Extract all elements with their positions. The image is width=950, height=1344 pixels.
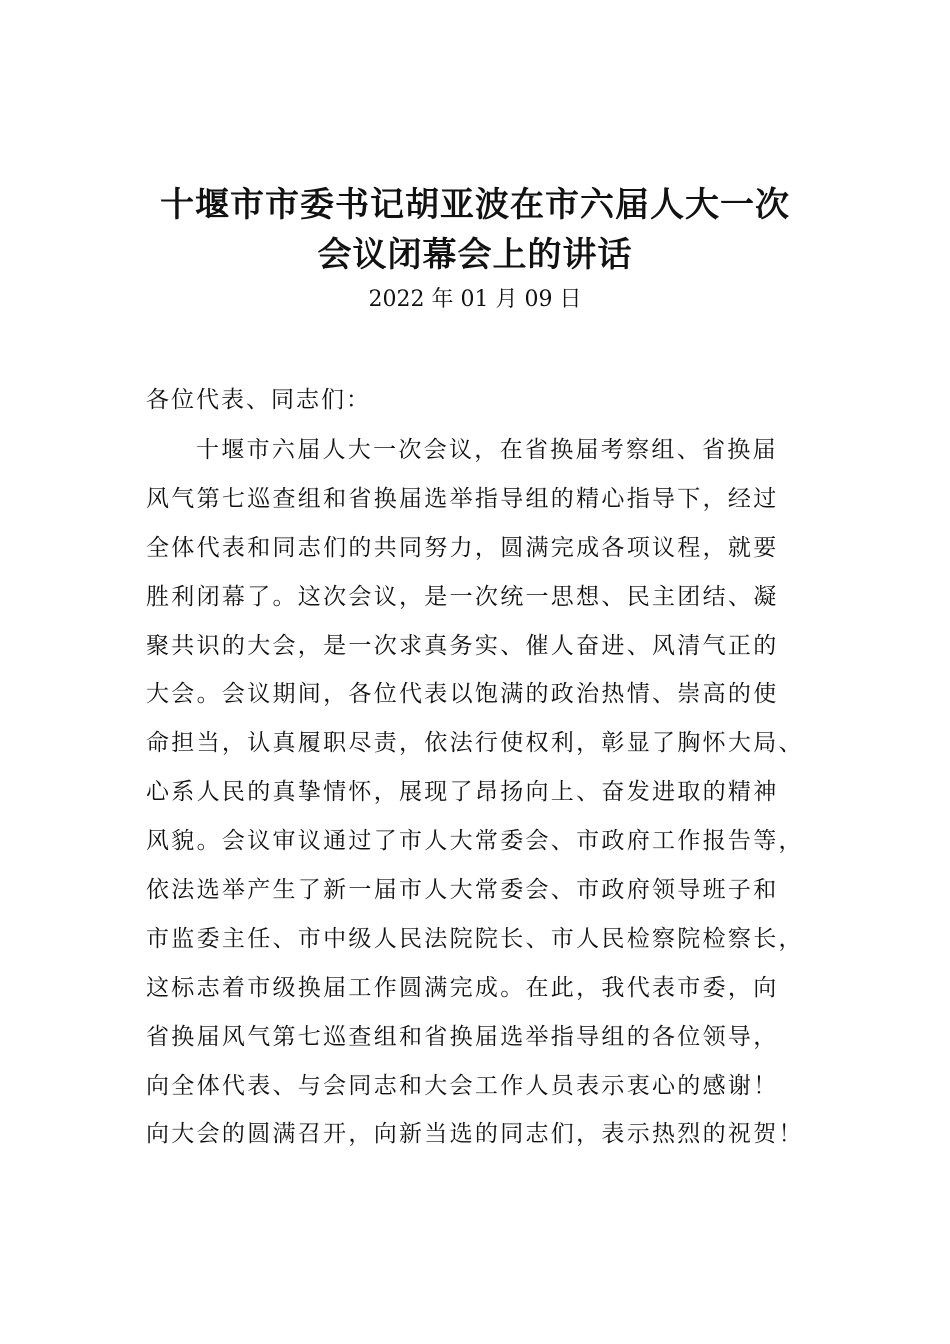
body-paragraph (146, 432, 806, 1165)
title-line-1: 十堰市市委书记胡亚波在市六届人大一次 (160, 185, 790, 225)
document-title (110, 180, 840, 280)
document-date: 2022 年 01 月 09 日 (368, 287, 582, 312)
body-line: 全体代表和同志们的共同努力，圆满完成各项议程，就要 (146, 534, 779, 561)
body-line: 风貌。会议审议通过了市人大常委会、市政府工作报告等， (146, 828, 804, 855)
body-line: 向全体代表、与会同志和大会工作人员表示衷心的感谢！ (146, 1072, 779, 1099)
body-line: 依法选举产生了新一届市人大常委会、市政府领导班子和 (146, 877, 779, 904)
body-line: 命担当，认真履职尽责，依法行使权利，彰显了胸怀大局、 (146, 730, 804, 757)
body-line: 这标志着市级换届工作圆满完成。在此，我代表市委，向 (146, 974, 779, 1001)
body-line: 聚共识的大会，是一次求真务实、催人奋进、风清气正的 (146, 632, 779, 659)
body-line: 市监委主任、市中级人民法院院长、市人民检察院检察长， (146, 925, 804, 952)
body-line: 向大会的圆满召开，向新当选的同志们，表示热烈的祝贺！ (146, 1121, 804, 1148)
salutation: 各位代表、同志们： (146, 387, 371, 413)
title-line-2: 会议闭幕会上的讲话 (317, 235, 633, 275)
body-line: 胜利闭幕了。这次会议，是一次统一思想、民主团结、凝 (146, 583, 779, 610)
body-line: 十堰市六届人大一次会议，在省换届考察组、省换届 (196, 437, 778, 463)
body-line: 大会。会议期间，各位代表以饱满的政治热情、崇高的使 (146, 681, 779, 708)
body-line: 风气第七巡查组和省换届选举指导组的精心指导下，经过 (146, 485, 779, 512)
body-line: 心系人民的真挚情怀，展现了昂扬向上、奋发进取的精神 (146, 779, 779, 806)
body-line: 省换届风气第七巡查组和省换届选举指导组的各位领导， (146, 1023, 779, 1050)
